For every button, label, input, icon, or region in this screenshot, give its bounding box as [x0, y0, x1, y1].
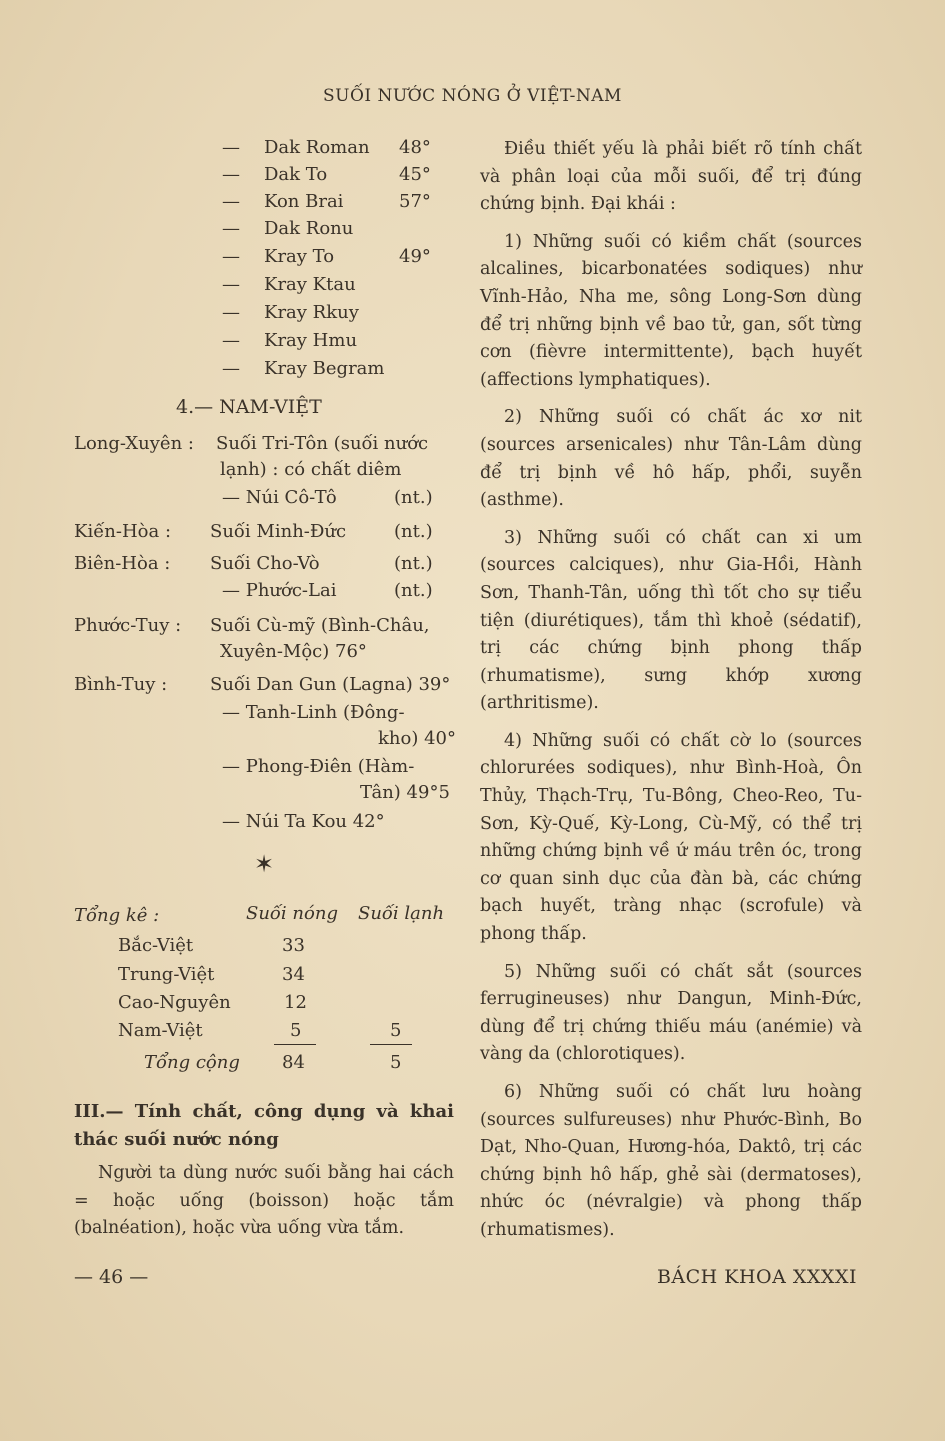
paragraph-1: 1) Những suối có kiềm chất (sources alcalines, bicarbonatées sodiques) như Vĩnh-Hảo, Nha me, sông Long-Sơn dùng để trị những bịnh về bao tử, gan, sốt từng cơn (fièvre intermittente), bạch huyết (affections lymphatiques). [480, 231, 862, 390]
page: SUỐI NƯỚC NÓNG Ở VIỆT-NAM — Dak Roman 48° — Dak To 45° — Kon Brai 57° — Dak Ronu — Kray To 49° — Kray Ktau — Kray Rkuy — Kray Hmu — Kray Begram 4.— NAM-VIỆT Long-Xuyên : Suối Tri-Tôn (suối nước lạnh) : có chất diêm — Núi Cô-Tô (nt.) Kiến-Hòa : Suối Minh-Đức (nt.) Biên-Hòa : Suối Cho-Vò (nt.) — Phước-Lai (nt.) Phước-Tuy : Suối Cù-mỹ (Bình-Châu, Xuyên-Mộc) 76° Bình-Tuy : Suối Dan Gun (Lagna) 39° — Tanh-Linh (Đông- kho) 40° — Phong-Điên (Hàm- Tân) 49°5 — Núi Ta Kou 42° ✶ Tổng kê : Suối nóng Suối lạnh Bắc-Việt 33 Trung-Việt 34 Cao-Nguyên 12 Nam-Việt 5 5 Tổng cộng 84 5 III.— Tính chất, công dụng và khai thác suối nước nóng Người ta dùng nước suối bằng hai cách = hoặc uống (boisson) hoặc tắm (balnéation), hoặc vừa uống vừa tắm. Điều thiết yếu là phải biết rõ tính chất và phân loại của mỗi suối, để trị đúng chứng bịnh. Đại khái : 1) Những suối có kiềm chất (sources alcalines, bicarbonatées sodiques) như Vĩnh-Hảo, Nha me, sông Long-Sơn dùng để trị những bịnh về bao tử, gan, sốt từng cơn (fièvre intermittente), bạch huyết (affections lymphatiques). 2) Những suối có chất ác xơ nit (sources arsenicales) như Tân-Lâm dùng để trị bịnh về hô hấp, phổi, suyễn (asthme). 3) Những suối có chất can xi um (sources calciques), như Gia-Hồi, Hành Sơn, Thanh-Tân, uống thì tốt cho sự tiểu tiện (diurétiques), tắm thì khoẻ (sédatif), trị các chứng bịnh phong thấp (rhumatisme), sưng khớp xương (arthritisme). 4) Những suối có chất cờ lo (sources chlorurées sodiques), như Bình-Hoà, Ôn Thủy, Thạch-Trụ, Tu-Bông, Cheo-Reo, Tu-Sơn, Kỳ-Quế, Kỳ-Long, Cù-Mỹ, có thể trị những chứng bịnh về ứ máu trên óc, trong cơ quan sinh dục của đàn bà, các chứng bạch huyết, tràng nhạc (scrofule) và phong thấp. 5) Những suối có chất sắt (sources ferrugineuses) như Dangun, Minh-Đức, dùng để trị chứng thiếu máu (anémie) và vàng da (chlorotiques). 6) Những suối có chất lưu hoàng (sources sulfureuses) như Phước-Bình, Bo Dạt, Nho-Quan, Hương-hóa, Daktô, trị các chứng bịnh hô hấp, ghẻ sài (dermatoses), nhức óc (névralgie) và phong thấp (rhumatismes). — 46 — BÁCH KHOA XXXXI [0, 0, 945, 1441]
region-text: — Phước-Lai [222, 580, 337, 601]
region-text: Suối Minh-Đức [210, 521, 347, 542]
page-number: — 46 — [74, 1266, 149, 1288]
section-3-paragraph: Người ta dùng nước suối bằng hai cách = hoặc uống (boisson) hoặc tắm (balnéation), hoặc vừa uống vừa tắm. [74, 1163, 454, 1239]
region-text: Suối Dan Gun (Lagna) 39° [210, 674, 451, 695]
paragraph-3: 3) Những suối có chất can xi um (sources calciques), như Gia-Hồi, Hành Sơn, Thanh-Tân, uống thì tốt cho sự tiểu tiện (diurétiques), tắm thì khoẻ (sédatif), trị các chứng bịnh phong thấp (rhumatisme), sưng khớp xương (arthritisme). [480, 527, 862, 714]
stats-region: Trung-Việt [118, 964, 215, 985]
region-text: Tân) 49°5 [360, 782, 450, 803]
stats-region: Cao-Nguyên [118, 992, 231, 1013]
stats-hot: 12 [284, 992, 307, 1013]
region-text: kho) 40° [378, 728, 456, 749]
stats-region: Nam-Việt [118, 1020, 203, 1041]
region-text: Suối Tri-Tôn (suối nước [216, 433, 429, 454]
sum-line [274, 1044, 316, 1045]
section-4-heading: 4.— NAM-VIỆT [176, 396, 322, 418]
stats-hot: 33 [282, 935, 305, 956]
region-text: — Phong-Điên (Hàm- [222, 756, 415, 777]
section-3-heading: III.— Tính chất, công dụng và khai thác suối nước nóng [74, 1101, 454, 1150]
region-label: Bình-Tuy : [74, 674, 168, 695]
paragraph-2: 2) Những suối có chất ác xơ nit (sources arsenicales) như Tân-Lâm dùng để trị bịnh về hô hấp, phổi, suyễn (asthme). [480, 407, 862, 511]
region-note: (nt.) [394, 521, 433, 542]
stats-total-hot: 84 [282, 1052, 305, 1073]
region-label: Biên-Hòa : [74, 553, 171, 574]
region-text: lạnh) : có chất diêm [220, 459, 402, 480]
stats-hot: 34 [282, 964, 305, 985]
region-text: — Núi Ta Kou 42° [222, 811, 385, 832]
region-note: (nt.) [394, 487, 433, 508]
sum-line [370, 1044, 412, 1045]
stats-region: Bắc-Việt [118, 935, 194, 956]
paragraph-5: 5) Những suối có chất sắt (sources ferrugineuses) như Dangun, Minh-Đức, dùng để trị chứng thiếu máu (anémie) và vàng da (chlorotiques). [480, 961, 862, 1065]
paragraph-6: 6) Những suối có chất lưu hoàng (sources sulfureuses) như Phước-Bình, Bo Dạt, Nho-Quan, Hương-hóa, Daktô, trị các chứng bịnh hô hấp, ghẻ sài (dermatoses), nhức óc (névralgie) và phong thấp (rhumatismes). [480, 1082, 862, 1240]
stats-col-hot: Suối nóng [246, 903, 338, 924]
region-label: Long-Xuyên : [74, 433, 194, 454]
star-ornament: ✶ [254, 850, 275, 878]
stats-col-cold: Suối lạnh [358, 903, 445, 924]
region-text: Suối Cho-Vò [210, 553, 320, 574]
stats-total-cold: 5 [390, 1052, 402, 1073]
region-text: — Tanh-Linh (Đông- [222, 702, 405, 723]
region-text: Suối Cù-mỹ (Bình-Châu, [210, 615, 430, 636]
region-text: Xuyên-Mộc) 76° [220, 641, 367, 662]
region-note: (nt.) [394, 553, 433, 574]
region-label: Phước-Tuy : [74, 615, 182, 636]
stats-cold: 5 [390, 1020, 402, 1041]
right-column [480, 136, 862, 1245]
stats-total-label: Tổng cộng [144, 1052, 240, 1073]
running-footer: BÁCH KHOA XXXXI [656, 1266, 857, 1288]
paragraph-4: 4) Những suối có chất cờ lo (sources chlorurées sodiques), như Bình-Hoà, Ôn Thủy, Thạch-Trụ, Tu-Bông, Cheo-Reo, Tu-Sơn, Kỳ-Quế, Kỳ-Long, Cù-Mỹ, có thể trị những chứng bịnh về ứ máu trên óc, trong cơ quan sinh dục của đàn bà, các chứng bạch huyết, tràng nhạc (scrofule) và phong thấp. [480, 730, 862, 945]
region-label: Kiến-Hòa : [74, 521, 172, 542]
stats-hot: 5 [290, 1020, 302, 1041]
region-text: — Núi Cô-Tô [222, 487, 337, 508]
intro-paragraph: Điều thiết yếu là phải biết rõ tính chất và phân loại của mỗi suối, để trị đúng chứng bịnh. Đại khái : [480, 139, 862, 215]
stats-title: Tổng kê : [74, 905, 160, 926]
region-note: (nt.) [394, 580, 433, 601]
running-header: SUỐI NƯỚC NÓNG Ở VIỆT-NAM [323, 86, 622, 106]
